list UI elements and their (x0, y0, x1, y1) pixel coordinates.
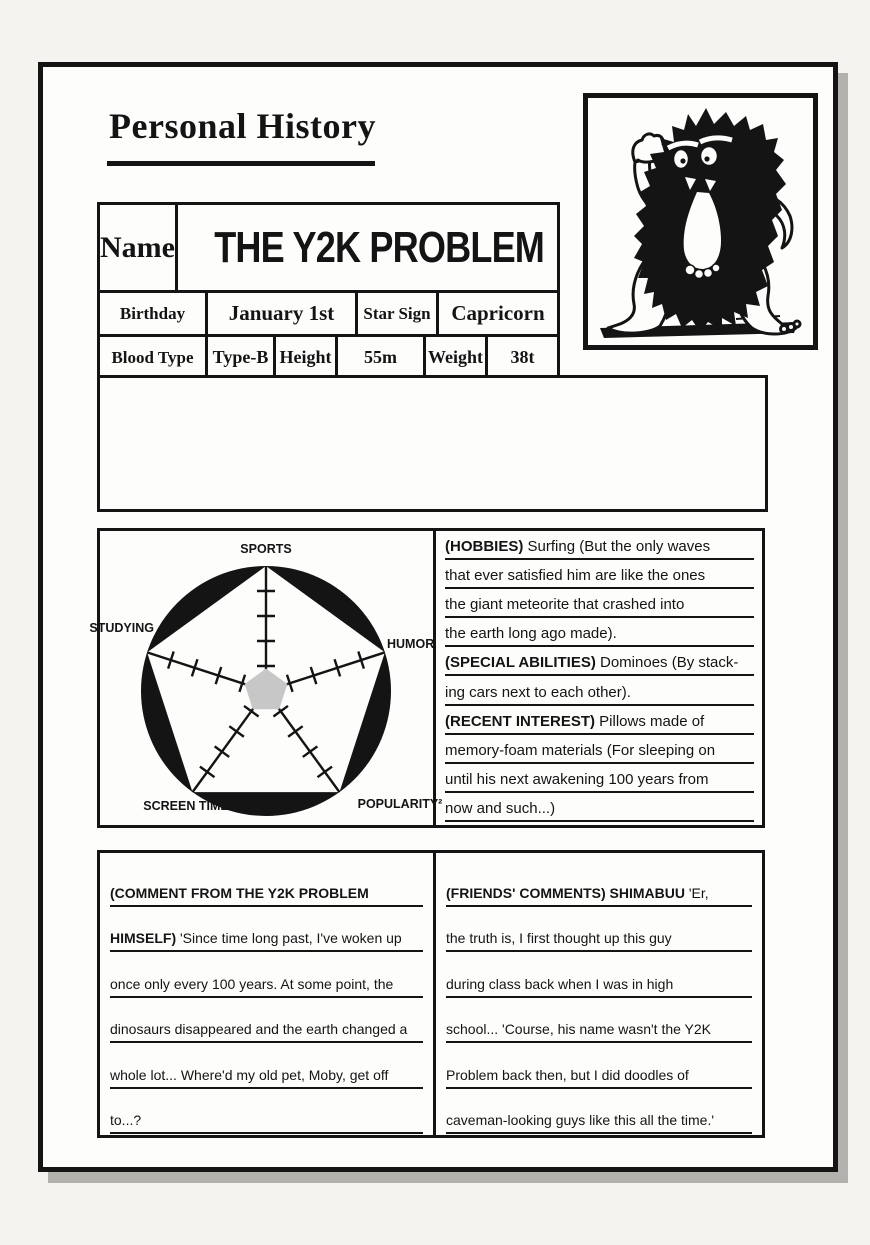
self-comment-line: HIMSELF) 'Since time long past, I've woken up (110, 907, 423, 953)
self-comment-line: whole lot... Where'd my old pet, Moby, get off (110, 1043, 423, 1089)
profile-table (97, 202, 560, 381)
blood-type-value: Type-B (205, 337, 273, 378)
birthday-value: January 1st (205, 293, 355, 334)
stats-radar-panel (89, 531, 443, 825)
weight-label: Weight (423, 337, 485, 378)
hobbies-line: the giant meteorite that crashed into (445, 589, 754, 618)
hobbies-line: memory-foam materials (For sleeping on (445, 735, 754, 764)
blood-type-label: Blood Type (111, 347, 194, 367)
hobbies-panel (436, 531, 762, 825)
stats-and-hobbies-section (89, 528, 765, 828)
hobbies-line: that ever satisfied him are like the ones (445, 560, 754, 589)
description-box (97, 375, 768, 512)
self-comment-panel (100, 853, 436, 1135)
friends-comment-line: (FRIENDS' COMMENTS) SHIMABUU 'Er, (446, 861, 752, 907)
stats-radar-chart (89, 531, 443, 827)
self-comment-line: once only every 100 years. At some point, the (110, 952, 423, 998)
radar-axis-label: STUDYING (89, 621, 154, 635)
name-value: THE Y2K PROBLEM (175, 205, 580, 290)
birthday-label: Birthday (119, 303, 186, 323)
friends-comment-line: Problem back then, but I did doodles of (446, 1043, 752, 1089)
name-label: Name (100, 230, 175, 264)
star-sign-label: Star Sign (355, 293, 436, 334)
radar-axis-label: POPULARITY² (357, 797, 443, 811)
hobbies-line: until his next awakening 100 years from (445, 764, 754, 793)
caveman-monster-icon (588, 98, 813, 345)
friends-comment-line: during class back when I was in high (446, 952, 752, 998)
star-sign-value: Capricorn (436, 293, 557, 334)
table-row-bloodtype (100, 334, 557, 378)
self-comment-line: (COMMENT FROM THE Y2K PROBLEM (110, 861, 423, 907)
self-comment-line: dinosaurs disappeared and the earth changed a (110, 998, 423, 1044)
table-row-name (100, 205, 557, 290)
hobbies-line: now and such...) (445, 793, 754, 822)
self-comment-line: to...? (110, 1089, 423, 1135)
radar-axis-label: SCREEN TIME (143, 799, 229, 813)
hobbies-line: (HOBBIES) Surfing (But the only waves (445, 531, 754, 560)
friends-comment-line: school... 'Course, his name wasn't the Y2K (446, 998, 752, 1044)
title-underline (107, 161, 375, 166)
comments-section (97, 850, 765, 1138)
height-value: 55m (335, 337, 423, 378)
hobbies-line: (SPECIAL ABILITIES) Dominoes (By stack- (445, 647, 754, 676)
hobbies-line: ing cars next to each other). (445, 676, 754, 705)
page-frame (38, 62, 838, 1172)
weight-value: 38t (485, 337, 557, 378)
radar-axis-label: SPORTS (240, 542, 292, 556)
hobbies-line: the earth long ago made). (445, 618, 754, 647)
character-portrait-box (583, 93, 818, 350)
height-label: Height (273, 337, 335, 378)
radar-axis-label: HUMOR (387, 637, 435, 651)
hobbies-line: (RECENT INTEREST) Pillows made of (445, 706, 754, 735)
friends-comment-line: caveman-looking guys like this all the time.' (446, 1089, 752, 1135)
table-row-birthday (100, 290, 557, 334)
friends-comment-line: the truth is, I first thought up this guy (446, 907, 752, 953)
friends-comment-panel (436, 853, 762, 1135)
page-title: Personal History (109, 106, 376, 146)
